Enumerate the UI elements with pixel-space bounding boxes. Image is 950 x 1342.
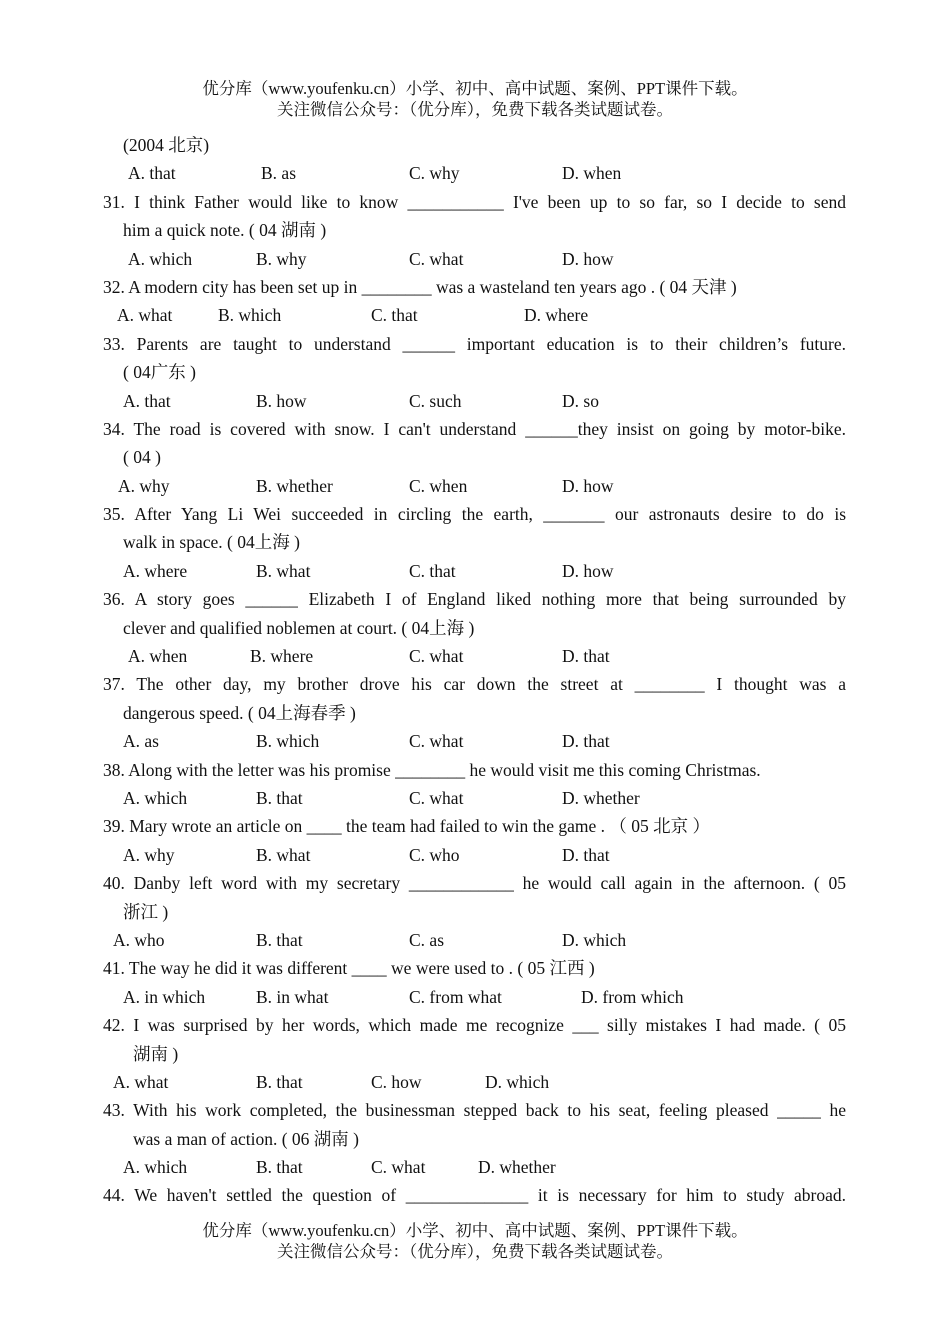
- option-d: D. where: [524, 305, 589, 326]
- question-text-cont: walk in space. ( 04上海 ): [123, 532, 300, 553]
- option-c: C. as: [409, 929, 444, 950]
- option-a: A. which: [123, 787, 188, 808]
- option-a: A. who: [113, 929, 165, 950]
- option-a: A. where: [123, 560, 188, 581]
- options-row: [103, 983, 846, 1011]
- option-b: B. which: [256, 731, 320, 752]
- question-34: [103, 415, 846, 500]
- question-text-cont: dangerous speed. ( 04上海春季 ): [123, 702, 356, 723]
- option-c: C. what: [409, 731, 464, 752]
- option-b: B. whether: [256, 475, 333, 496]
- option-b: B. that: [256, 787, 303, 808]
- question-text: 43. With his work completed, the businessman stepped back to his seat, feeling pleased _____ he: [103, 1100, 846, 1121]
- option-c: C. what: [409, 646, 464, 667]
- question-38: [103, 756, 846, 813]
- question-42: [103, 1011, 846, 1096]
- option-d: D. that: [562, 844, 610, 865]
- options-row: [103, 159, 846, 187]
- question-30: [103, 131, 846, 188]
- option-c: C. when: [409, 475, 468, 496]
- question-36: [103, 585, 846, 670]
- option-a: A. that: [128, 163, 176, 184]
- option-b: B. which: [218, 305, 282, 326]
- question-31: [103, 188, 846, 273]
- option-d: D. whether: [478, 1157, 556, 1178]
- option-a: A. why: [118, 475, 170, 496]
- option-c: C. who: [409, 844, 460, 865]
- options-row: [103, 557, 846, 585]
- question-text: 31. I think Father would like to know ___________ I've been up to so far, so I decide to send: [103, 191, 846, 212]
- page-header: [0, 78, 950, 120]
- option-b: B. what: [256, 844, 311, 865]
- options-row: [103, 926, 846, 954]
- options-row: [103, 642, 846, 670]
- option-a: A. which: [123, 1157, 188, 1178]
- option-c: C. such: [409, 390, 462, 411]
- question-text: 36. A story goes ______ Elizabeth I of England liked nothing more that being surrounded by: [103, 589, 846, 610]
- option-c: C. what: [409, 787, 464, 808]
- option-d: D. which: [485, 1071, 550, 1092]
- option-a: A. why: [123, 844, 175, 865]
- option-d: D. how: [562, 475, 614, 496]
- option-b: B. what: [256, 560, 311, 581]
- option-a: A. as: [123, 731, 159, 752]
- option-b: B. in what: [256, 986, 329, 1007]
- options-row: [103, 727, 846, 755]
- option-a: A. what: [113, 1071, 169, 1092]
- question-text: 32. A modern city has been set up in ________ was a wasteland ten years ago . ( 04 天津 ): [103, 276, 737, 297]
- option-d: D. so: [562, 390, 599, 411]
- option-c: C. what: [371, 1157, 426, 1178]
- question-33: [103, 330, 846, 415]
- option-c: C. why: [409, 163, 460, 184]
- option-c: C. that: [371, 305, 418, 326]
- question-text: 33. Parents are taught to understand ______ important education is to their children’s future.: [103, 333, 846, 354]
- option-c: C. how: [371, 1071, 422, 1092]
- option-a: A. when: [128, 646, 188, 667]
- option-d: D. that: [562, 646, 610, 667]
- question-35: [103, 500, 846, 585]
- options-row: [103, 841, 846, 869]
- option-d: D. whether: [562, 787, 640, 808]
- question-40: [103, 869, 846, 954]
- question-text: 38. Along with the letter was his promise ________ he would visit me this coming Christmas.: [103, 759, 761, 780]
- options-row: [103, 472, 846, 500]
- question-text: 41. The way he did it was different ____ we were used to . ( 05 江西 ): [103, 958, 595, 979]
- option-d: D. from which: [581, 986, 684, 1007]
- question-text-cont: him a quick note. ( 04 湖南 ): [123, 220, 327, 241]
- question-39: [103, 812, 846, 869]
- question-text-cont: was a man of action. ( 06 湖南 ): [133, 1128, 359, 1149]
- option-d: D. that: [562, 731, 610, 752]
- options-row: [103, 245, 846, 273]
- option-b: B. that: [256, 929, 303, 950]
- question-43: [103, 1096, 846, 1181]
- option-c: C. what: [409, 248, 464, 269]
- question-text: 42. I was surprised by her words, which made me recognize ___ silly mistakes I had made. ( 05: [103, 1015, 846, 1036]
- option-b: B. how: [256, 390, 307, 411]
- option-b: B. that: [256, 1157, 303, 1178]
- question-text: (2004 北京): [123, 135, 210, 155]
- option-b: B. that: [256, 1071, 303, 1092]
- option-a: A. that: [123, 390, 171, 411]
- option-b: B. why: [256, 248, 307, 269]
- option-d: D. when: [562, 163, 622, 184]
- question-32: [103, 273, 846, 330]
- option-c: C. from what: [409, 986, 502, 1007]
- footer-line-1: 优分库（www.youfenku.cn）小学、初中、高中试题、案例、PPT课件下载。: [202, 1221, 748, 1240]
- footer-line-2: 关注微信公众号：（优分库），免费下载各类试题试卷。: [277, 1242, 673, 1261]
- question-37: [103, 670, 846, 755]
- option-a: A. in which: [123, 986, 206, 1007]
- question-text: 44. We haven't settled the question of ______________ it is necessary for him to study abroad.: [103, 1185, 846, 1206]
- question-text-cont: ( 04广东 ): [123, 362, 196, 383]
- question-44: [103, 1181, 846, 1209]
- question-41: [103, 954, 846, 1011]
- question-text: 39. Mary wrote an article on ____ the team had failed to win the game . （ 05 北京 ）: [103, 816, 710, 837]
- question-text: 34. The road is covered with snow. I can't understand ______they insist on going by motor-bike.: [103, 418, 846, 439]
- question-text-cont: clever and qualified noblemen at court. ( 04上海 ): [123, 617, 475, 638]
- options-row: [103, 387, 846, 415]
- options-row: [103, 784, 846, 812]
- header-line-1: 优分库（www.youfenku.cn）小学、初中、高中试题、案例、PPT课件下载。: [202, 79, 748, 98]
- options-row: [103, 301, 846, 329]
- options-row: [103, 1153, 846, 1181]
- question-list: [103, 131, 846, 1210]
- question-text: 37. The other day, my brother drove his car down the street at ________ I thought was a: [103, 674, 846, 695]
- option-c: C. that: [409, 560, 456, 581]
- page-footer: [0, 1220, 950, 1262]
- option-b: B. as: [261, 163, 296, 184]
- header-line-2: 关注微信公众号：（优分库），免费下载各类试题试卷。: [277, 100, 673, 119]
- question-text: 35. After Yang Li Wei succeeded in circling the earth, _______ our astronauts desire to do is: [103, 504, 846, 525]
- option-b: B. where: [250, 646, 314, 667]
- option-d: D. how: [562, 248, 614, 269]
- question-text-cont: ( 04 ): [123, 447, 161, 468]
- question-text-cont: 浙江 ): [123, 901, 169, 922]
- question-text: 40. Danby left word with my secretary ____________ he would call again in the afternoon. ( 05: [103, 873, 846, 894]
- option-a: A. which: [128, 248, 193, 269]
- options-row: [103, 1068, 846, 1096]
- option-a: A. what: [117, 305, 173, 326]
- option-d: D. which: [562, 929, 627, 950]
- question-text-cont: 湖南 ): [133, 1043, 179, 1064]
- option-d: D. how: [562, 560, 614, 581]
